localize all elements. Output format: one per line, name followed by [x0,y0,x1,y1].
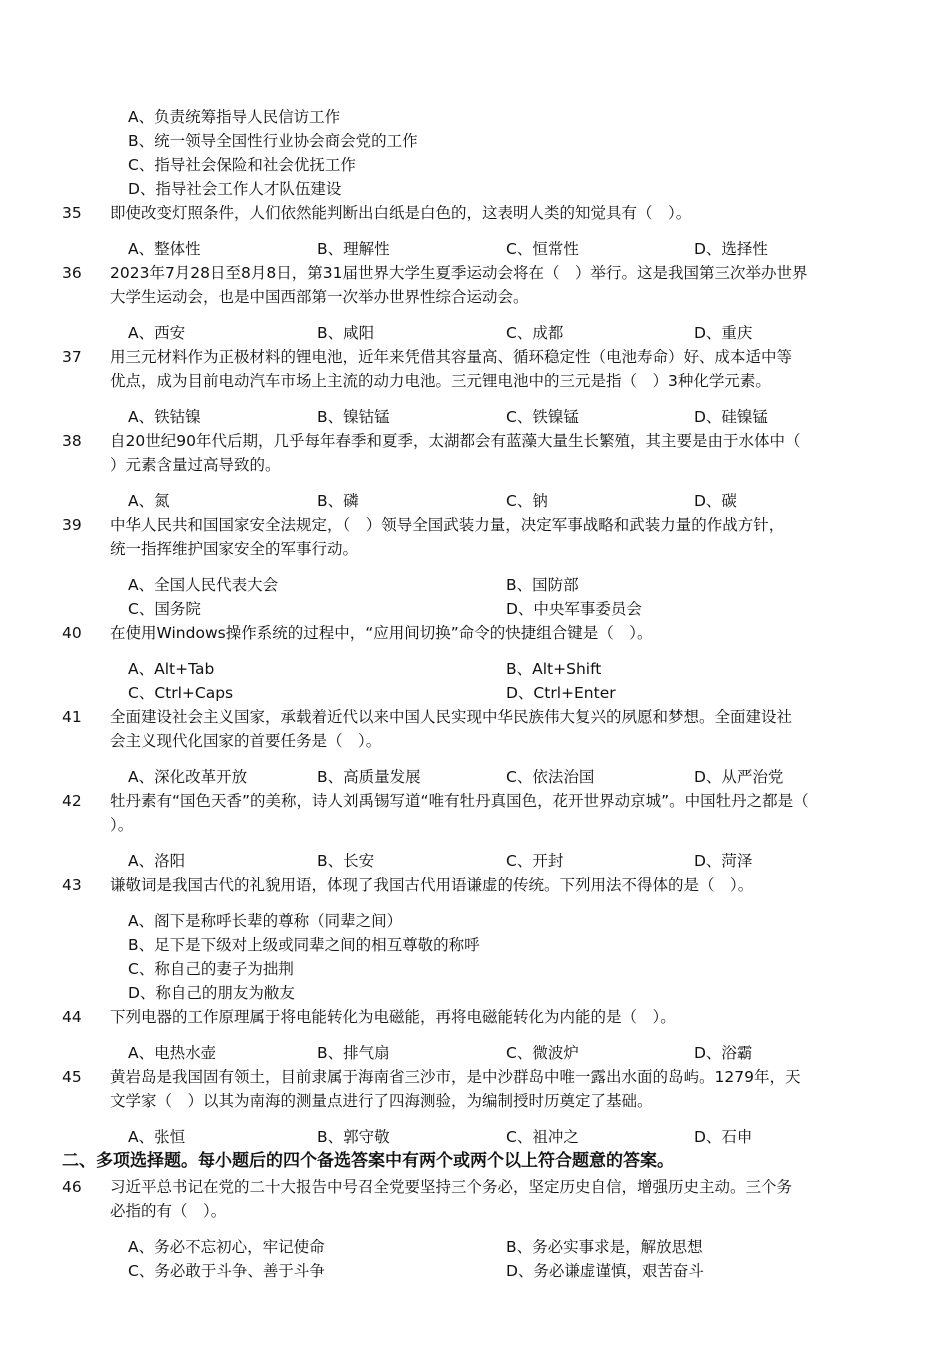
question-number: 37 [62,348,82,366]
option-a: A、务必不忘初心，牢记使命 [128,1238,325,1256]
option-c: C、微波炉 [506,1044,579,1062]
question-text: 全面建设社会主义国家，承载着近代以来中国人民实现中华民族伟大复兴的夙愿和梦想。全面建设社 [110,708,793,726]
option-b: B、郭守敬 [317,1128,390,1146]
option-c: C、钠 [506,492,548,510]
question-number: 39 [62,516,82,534]
question-number: 46 [62,1178,82,1196]
option-d: D、称自己的朋友为敝友 [128,984,295,1002]
option-d: D、中央军事委员会 [506,600,642,618]
option-a: A、洛阳 [128,852,186,870]
option-d: D、碳 [694,492,737,510]
question-text: 用三元材料作为正极材料的锂电池，近年来凭借其容量高、循环稳定性（电池寿命）好、成本适中等 [110,348,793,366]
q34-option-c: C、指导社会保险和社会优抚工作 [128,156,356,174]
option-b: B、国防部 [506,576,579,594]
option-a: A、深化改革开放 [128,768,248,786]
option-b: B、咸阳 [317,324,375,342]
option-c: C、铁镍锰 [506,408,579,426]
question-number: 38 [62,432,82,450]
option-b: B、足下是下级对上级或同辈之间的相互尊敬的称呼 [128,936,480,954]
question-text: 牡丹素有“国色天香”的美称，诗人刘禹锡写道“唯有牡丹真国色，花开世界动京城”。中国牡丹之都是（ [110,792,809,810]
option-d: D、菏泽 [694,852,753,870]
option-d: D、从严治党 [694,768,784,786]
question-number: 45 [62,1068,82,1086]
option-d: D、浴霸 [694,1044,753,1062]
question-text: 2023年7月28日至8月8日，第31届世界大学生夏季运动会将在（ ）举行。这是我国第三次举办世界 [110,264,808,282]
question-number: 36 [62,264,82,282]
option-a: A、电热水壶 [128,1044,217,1062]
question-text: 文学家（ ）以其为南海的测量点进行了四海测验，为编制授时历奠定了基础。 [110,1092,653,1110]
option-a: A、西安 [128,324,186,342]
section-heading: 二、多项选择题。每小题后的四个备选答案中有两个或两个以上符合题意的答案。 [62,1151,674,1171]
option-b: B、Alt+Shift [506,660,602,678]
option-c: C、国务院 [128,600,201,618]
option-c: C、依法治国 [506,768,595,786]
option-b: B、长安 [317,852,375,870]
question-text: 黄岩岛是我国固有领土，目前隶属于海南省三沙市，是中沙群岛中唯一露出水面的岛屿。1279年，天 [110,1068,801,1086]
option-b: B、务必实事求是，解放思想 [506,1238,703,1256]
option-d: D、重庆 [694,324,753,342]
question-text: 优点，成为目前电动汽车市场上主流的动力电池。三元锂电池中的三元是指（ ）3种化学元素。 [110,372,771,390]
option-a: A、Alt+Tab [128,660,215,678]
question-text: 在使用Windows操作系统的过程中，“应用间切换”命令的快捷组合键是（ ）。 [110,624,653,642]
option-d: D、选择性 [694,240,768,258]
q34-option-d: D、指导社会工作人才队伍建设 [128,180,342,198]
option-c: C、称自己的妻子为拙荆 [128,960,294,978]
option-d: D、硅镍锰 [694,408,768,426]
option-a: A、全国人民代表大会 [128,576,279,594]
option-d: D、石申 [694,1128,753,1146]
question-text: 必指的有（ ）。 [110,1202,227,1220]
option-a: A、氮 [128,492,170,510]
option-c: C、祖冲之 [506,1128,579,1146]
option-b: B、理解性 [317,240,390,258]
question-text: 自20世纪90年代后期，几乎每年春季和夏季，太湖都会有蓝藻大量生长繁殖，其主要是由于水体中（ [110,432,801,450]
question-number: 44 [62,1008,82,1026]
option-c: C、恒常性 [506,240,579,258]
option-b: B、镍钴锰 [317,408,390,426]
option-d: D、Ctrl+Enter [506,684,616,702]
option-b: B、高质量发展 [317,768,421,786]
question-text: 即使改变灯照条件，人们依然能判断出白纸是白色的，这表明人类的知觉具有（ ）。 [110,204,692,222]
question-text: 会主义现代化国家的首要任务是（ ）。 [110,732,382,750]
option-c: C、Ctrl+Caps [128,684,234,702]
option-b: B、磷 [317,492,359,510]
question-text: 中华人民共和国国家安全法规定，（ ）领导全国武装力量，决定军事战略和武装力量的作战方针， [110,516,785,534]
question-text: ）。 [110,816,134,834]
option-c: C、成都 [506,324,564,342]
option-c: C、开封 [506,852,564,870]
option-b: B、排气扇 [317,1044,390,1062]
question-text: 谦敬词是我国古代的礼貌用语，体现了我国古代用语谦虚的传统。下列用法不得体的是（ ）。 [110,876,754,894]
option-a: A、铁钴镍 [128,408,201,426]
question-text: 统一指挥维护国家安全的军事行动。 [110,540,359,558]
question-number: 42 [62,792,82,810]
question-text: 下列电器的工作原理属于将电能转化为电磁能，再将电磁能转化为内能的是（ ）。 [110,1008,676,1026]
option-a: A、阁下是称呼长辈的尊称（同辈之间） [128,912,403,930]
option-a: A、整体性 [128,240,201,258]
q34-option-a: A、负责统筹指导人民信访工作 [128,108,341,126]
q34-option-b: B、统一领导全国性行业协会商会党的工作 [128,132,418,150]
option-d: D、务必谦虚谨慎，艰苦奋斗 [506,1262,704,1280]
question-text: 大学生运动会，也是中国西部第一次举办世界性综合运动会。 [110,288,529,306]
question-number: 41 [62,708,82,726]
option-a: A、张恒 [128,1128,186,1146]
question-number: 40 [62,624,82,642]
question-text: ）元素含量过高导致的。 [110,456,281,474]
question-text: 习近平总书记在党的二十大报告中号召全党要坚持三个务必，坚定历史自信，增强历史主动。三个务 [110,1178,793,1196]
question-number: 35 [62,204,82,222]
question-number: 43 [62,876,82,894]
option-c: C、务必敢于斗争、善于斗争 [128,1262,325,1280]
